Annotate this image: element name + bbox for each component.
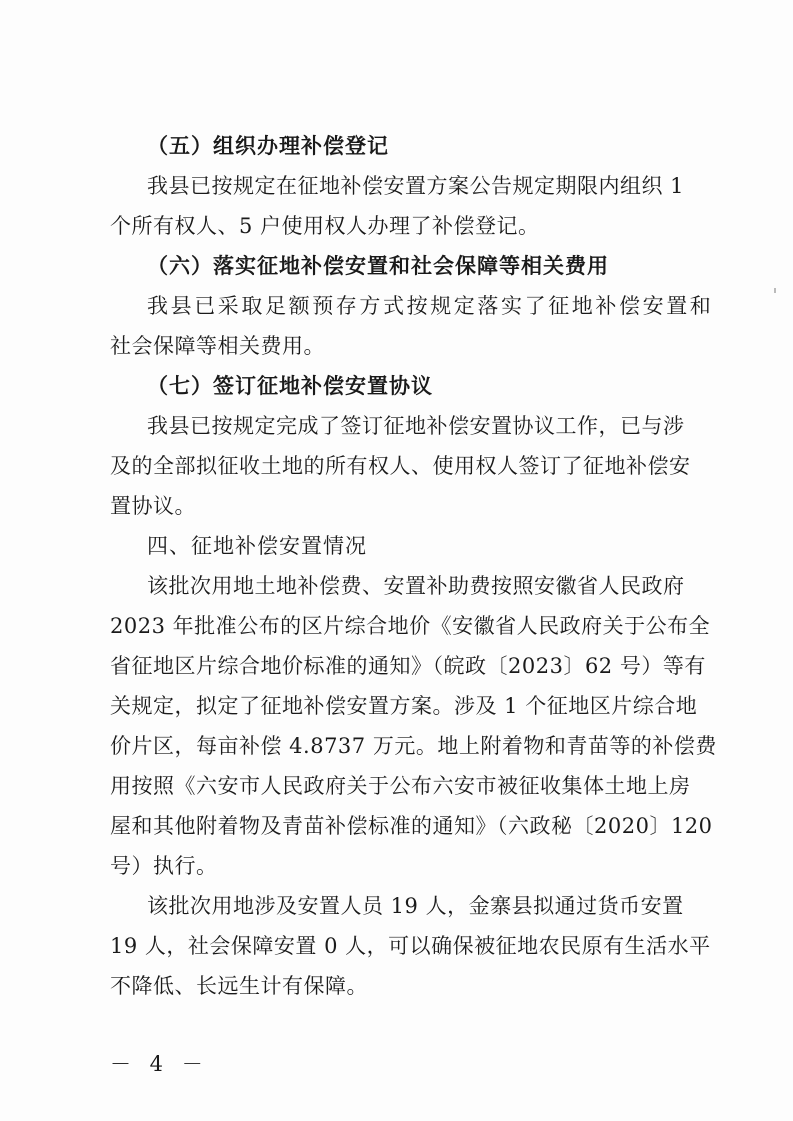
page-number: － 4 － — [110, 1052, 209, 1076]
paragraph-line: 社会保障等相关费用。 — [110, 334, 325, 358]
paragraph-line: 价片区，每亩补偿 4.8737 万元。地上附着物和青苗等的补偿费 — [110, 734, 717, 758]
paragraph-line: 该批次用地土地补偿费、安置补助费按照安徽省人民政府 — [147, 574, 685, 598]
paragraph-line: 我县已按规定在征地补偿安置方案公告规定期限内组织 1 — [147, 174, 685, 198]
paragraph-line: 个所有权人、5 户使用权人办理了补偿登记。 — [110, 214, 540, 238]
paragraph-line: 2023 年批准公布的区片综合地价《安徽省人民政府关于公布全 — [110, 614, 711, 638]
paragraph-line: 关规定，拟定了征地补偿安置方案。涉及 1 个征地区片综合地 — [110, 694, 698, 718]
scan-speck — [774, 288, 776, 293]
paragraph-line: 及的全部拟征收土地的所有权人、使用权人签订了征地补偿安 — [110, 454, 691, 478]
paragraph-line: 该批次用地涉及安置人员 19 人，金寨县拟通过货币安置 — [147, 894, 684, 918]
paragraph-line: 不降低、长远生计有保障。 — [110, 974, 368, 998]
section-heading-5: （五）组织办理补偿登记 — [147, 134, 389, 158]
section-heading-6: （六）落实征地补偿安置和社会保障等相关费用 — [147, 254, 609, 278]
paragraph-line: 19 人，社会保障安置 0 人，可以确保被征地农民原有生活水平 — [110, 934, 711, 958]
paragraph-line: 我县已按规定完成了签订征地补偿安置协议工作，已与涉 — [147, 414, 685, 438]
paragraph-line: 用按照《六安市人民政府关于公布六安市被征收集体土地上房 — [110, 774, 691, 798]
paragraph-line: 屋和其他附着物及青苗补偿标准的通知》（六政秘〔2020〕120 — [110, 814, 713, 838]
section-heading-4: 四、征地补偿安置情况 — [147, 534, 367, 558]
paragraph-line: 我县已采取足额预存方式按规定落实了征地补偿安置和 — [147, 294, 714, 318]
section-heading-7: （七）签订征地补偿安置协议 — [147, 374, 433, 398]
paragraph-line: 置协议。 — [110, 494, 196, 518]
paragraph-line: 省征地区片综合地价标准的通知》（皖政〔2023〕62 号）等有 — [110, 654, 706, 678]
document-body — [110, 126, 717, 1006]
paragraph-line: 号）执行。 — [110, 854, 218, 878]
